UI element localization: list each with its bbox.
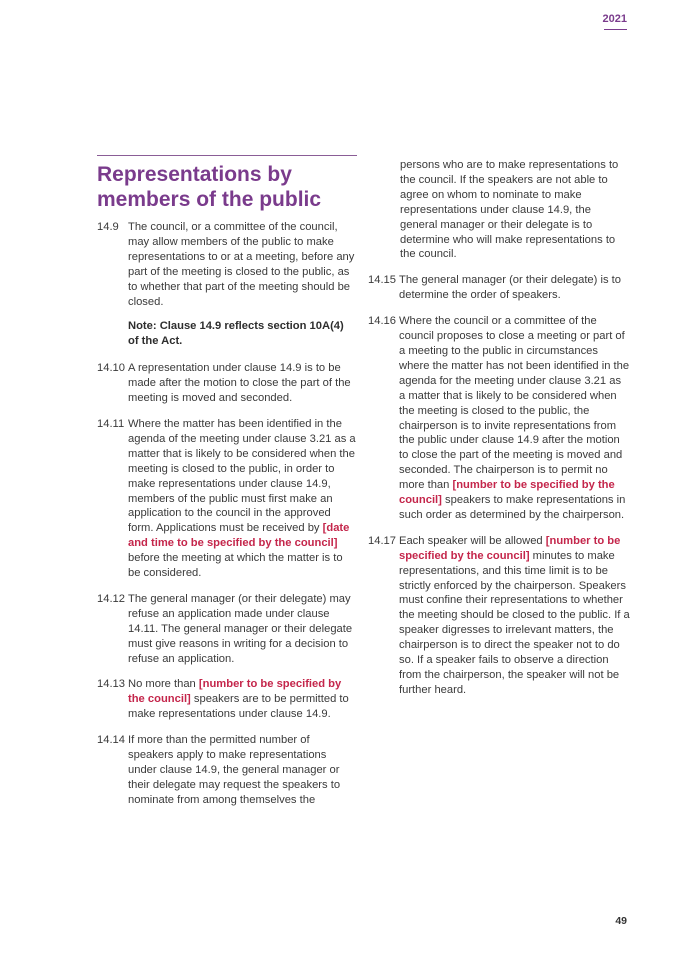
clause-14-11 bbox=[97, 417, 357, 581]
title-rule bbox=[97, 155, 357, 156]
placeholder-highlight: [number to be specified by the council] bbox=[399, 479, 615, 507]
clause-number: 14.11 bbox=[97, 417, 125, 430]
placeholder-highlight: [number to be specified by the council] bbox=[128, 678, 342, 706]
clause-14-12 bbox=[97, 592, 357, 667]
clause-number: 14.15 bbox=[368, 274, 396, 287]
clause-number: 14.9 bbox=[97, 221, 119, 233]
clause-text-part: speakers to make representations in such order as determined by the chairperson. bbox=[399, 494, 626, 521]
clause-number: 14.12 bbox=[97, 592, 125, 605]
clause-text-part: Where the council or a committee of the council proposes to close a meeting or part of a meeting to the public in circumstances where the matter has not been identified in the agenda for the meeting under clause 3.21 as a matter that is likely to be considered when the meeting is closed to the public, the chairperson is to invite representations from the public under clause 14.9 after the motion to close the part of the meeting is moved and seconded. The chairperson is to permit no more than bbox=[399, 315, 630, 492]
clause-text: The general manager (or their delegate) is to determine the order of speakers. bbox=[399, 274, 622, 302]
clause-text bbox=[128, 677, 357, 722]
clause-14-13 bbox=[97, 677, 357, 722]
clause-text: If more than the permitted number of speakers apply to make representations under clause 14.9, the general manager or their delegate may request the speakers to nominate from among themselves the bbox=[128, 734, 341, 806]
clause-text-part: speakers are to be permitted to make representations under clause 14.9. bbox=[128, 693, 349, 721]
placeholder-highlight: [number to be specified by the council] bbox=[399, 534, 621, 562]
clause-text bbox=[399, 534, 630, 698]
clause-text bbox=[128, 417, 357, 581]
right-column bbox=[368, 158, 630, 709]
clause-14-9 bbox=[97, 220, 357, 309]
clause-text: The general manager (or their delegate) may refuse an application made under clause 14.11. The general manager or their delegate must give reasons in writing for a decision to refuse an application. bbox=[128, 592, 353, 665]
clause-number: 14.10 bbox=[97, 362, 125, 375]
clause-text: A representation under clause 14.9 is to be made after the motion to close the part of the meeting is moved and seconded. bbox=[128, 362, 351, 405]
clause-14-10 bbox=[97, 361, 357, 406]
clause-number: 14.14 bbox=[97, 734, 125, 747]
page-number: 49 bbox=[615, 915, 627, 927]
clause-14-15 bbox=[368, 273, 630, 303]
section-title: Representations by members of the public bbox=[97, 163, 322, 211]
clause-note: Note: Clause 14.9 reflects section 10A(4) of the Act. bbox=[128, 320, 344, 348]
clause-14-14 bbox=[97, 733, 357, 808]
clause-14-17 bbox=[368, 534, 630, 698]
clause-text-part: No more than bbox=[128, 678, 199, 691]
clause-text: The council, or a committee of the council, may allow members of the public to make representations to or at a meeting, before any part of the meeting is closed to the public, as to whether that part of the meeting should be closed. bbox=[128, 221, 355, 308]
clause-text-part: minutes to make representations, and this time limit is to be strictly enforced by the chairperson. Speakers must confine their representations to whether the meeting should be closed to the public. If a speaker digresses to irrelevant matters, the chairperson is to direct the speaker not to do so. If a speaker fails to observe a direction from the chairperson, the speaker will not be further heard. bbox=[399, 549, 630, 696]
left-column bbox=[97, 155, 357, 819]
clause-text-part: Each speaker will be allowed bbox=[399, 534, 546, 547]
header-rule bbox=[604, 29, 627, 30]
clause-text-part: before the meeting at which the matter is to be considered. bbox=[128, 552, 343, 580]
header-year: 2021 bbox=[602, 13, 627, 25]
clause-number: 14.16 bbox=[368, 315, 396, 328]
placeholder-highlight: [date and time to be specified by the council] bbox=[128, 522, 350, 550]
clause-text bbox=[399, 314, 630, 523]
clause-text-part: Where the matter has been identified in the agenda of the meeting under clause 3.21 as a matter that is likely to be considered when the meeting is closed to the public, in order to make representations under clause 14.9, members of the public must first make an application to the council in the approved form. Applications must be received by bbox=[128, 417, 356, 535]
clause-14-16 bbox=[368, 314, 630, 523]
clause-number: 14.13 bbox=[97, 678, 125, 691]
clause-14-14-continued: persons who are to make representations to the council. If the speakers are not able to agree on whom to nominate to make representations under clause 14.9, the general manager or their delegate is to determine who will make representations to the council. bbox=[400, 159, 619, 261]
clause-number: 14.17 bbox=[368, 534, 396, 547]
